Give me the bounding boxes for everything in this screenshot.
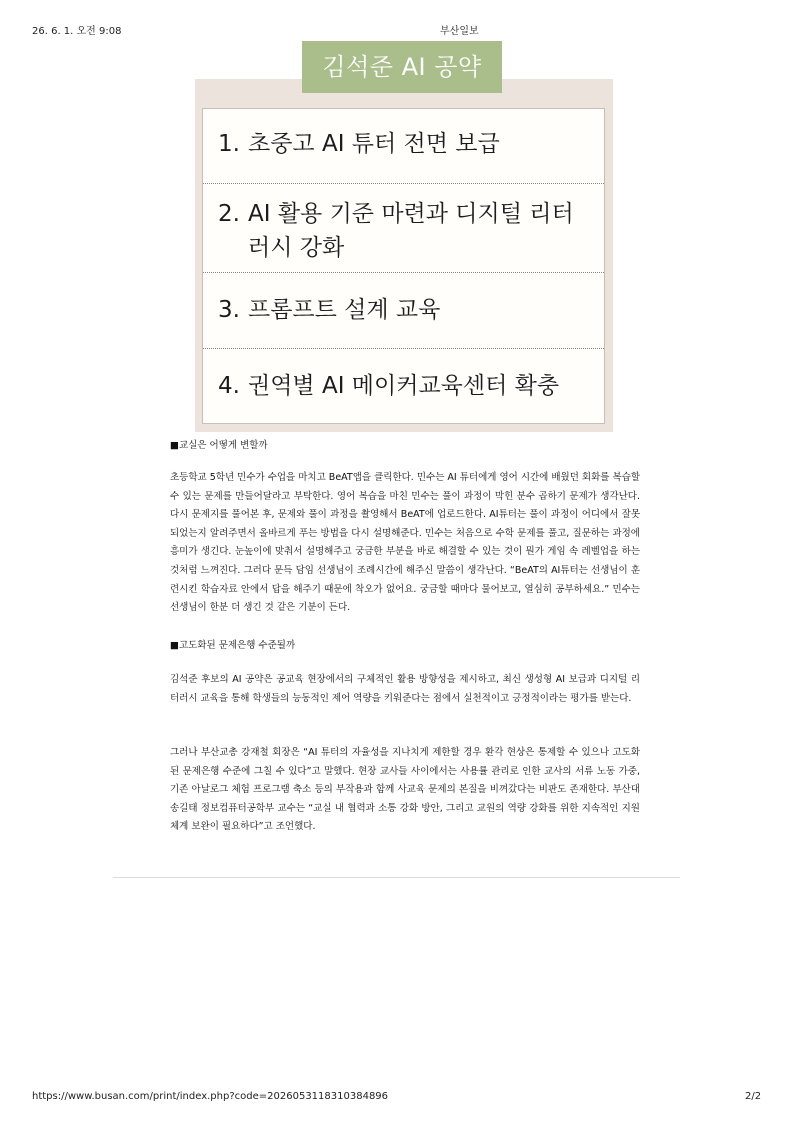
article-paragraph: 초등학교 5학년 민수가 수업을 마치고 BeAT앱을 클릭한다. 민수는 AI 튜터에게 영어 시간에 배웠던 회화를 복습할 수 있는 문제를 만들어달라고 부탁한다. 영어 복습을 마친 민수는 풀이 과정이 막힌 분수 곱하기 문제가 생각난다. 다시 문제지를 풀어본 후, 문제와 풀이 과정을 촬영해서 BeAT에 업로드한다. AI튜터는 풀이 과정이 어디에서 잘못되었는지 알려주면서 올바르게 푸는 방법을 다시 설명해준다. 민수는 처음으로 수학 문제를 풀고, 질문하는 과정에 흥미가 생긴다. 눈높이에 맞춰서 설명해주고 궁금한 부분을 바로 해결할 수 있는 것이 뭔가 게임 속 레벨업을 하는 것처럼 느껴진다. 그러다 문득 담임 선생님이 조례시간에 해주신 말씀이 생각난다. “BeAT의 AI튜터는 선생님이 훈련시킨 학습자료 안에서 답을 해주기 때문에 착오가 없어요. 궁금할 때마다 물어보고, 열심히 공부하세요.” 민수는 선생님이 한분 더 생긴 것 같은 기분이 든다. <box>170 472 641 614</box>
print-site-name: 부산일보 <box>440 26 479 37</box>
pledge-number: 1. <box>218 131 240 157</box>
pledge-text: 초중고 AI 튜터 전면 보급 <box>248 131 500 157</box>
pledge-divider <box>203 348 604 349</box>
pledge-item-3 <box>203 293 604 327</box>
pledge-number: 2. <box>218 201 240 227</box>
article-end-divider <box>113 877 680 878</box>
print-date: 26. 6. 1. 오전 9:08 <box>32 26 122 37</box>
pledge-number: 4. <box>218 373 240 399</box>
page-number: 2/2 <box>745 1091 762 1102</box>
print-url: https://www.busan.com/print/index.php?code=20260531183103848​96 <box>32 1091 389 1102</box>
pledge-item-2 <box>203 197 604 265</box>
pledge-number: 3. <box>218 297 240 323</box>
pledge-text-continued: 러시 강화 <box>248 235 345 261</box>
pledge-list-card <box>202 108 605 424</box>
pledge-divider <box>203 272 604 273</box>
article-subheading: ■교실은 어떻게 변할까 <box>170 440 268 451</box>
article-subheading: ■고도화된 문제은행 수준될까 <box>170 640 296 651</box>
article-paragraph: 김석준 후보의 AI 공약은 공교육 현장에서의 구체적인 활용 방향성을 제시하고, 최신 생성형 AI 보급과 디지털 리터러시 교육을 통해 학생들의 능동적인 제어 역량을 키워준다는 점에서 실천적이고 긍정적이라는 평가를 받는다. <box>170 674 640 704</box>
pledge-item-1 <box>203 127 604 161</box>
pledge-text: 프롬프트 설계 교육 <box>248 297 441 323</box>
pledge-graphic-title: 김석준 AI 공약 <box>302 41 502 93</box>
pledge-item-4 <box>203 369 604 403</box>
pledge-divider <box>203 183 604 184</box>
pledge-text: 권역별 AI 메이커교육센터 확충 <box>248 373 560 399</box>
pledge-text: AI 활용 기준 마련과 디지털 리터 <box>248 201 574 227</box>
article-paragraph: 그러나 부산교총 강재철 회장은 “AI 튜터의 자율성을 지나치게 제한할 경우 환각 현상은 통제할 수 있으나 고도화된 문제은행 수준에 그칠 수 있다”고 말했다. 현장 교사들 사이에서는 사용률 관리로 인한 교사의 서류 노동 가중, 기존 아날로그 체험 프로그램 축소 등의 부작용과 함께 사교육 문제의 본질을 비껴갔다는 비판도 존재한다. 부산대 송길태 정보컴퓨터공학부 교수는 “교실 내 협력과 소통 강화 방안, 그리고 교원의 역량 강화를 위한 지속적인 지원 체계 보완이 필요하다”고 조언했다. <box>170 747 640 833</box>
